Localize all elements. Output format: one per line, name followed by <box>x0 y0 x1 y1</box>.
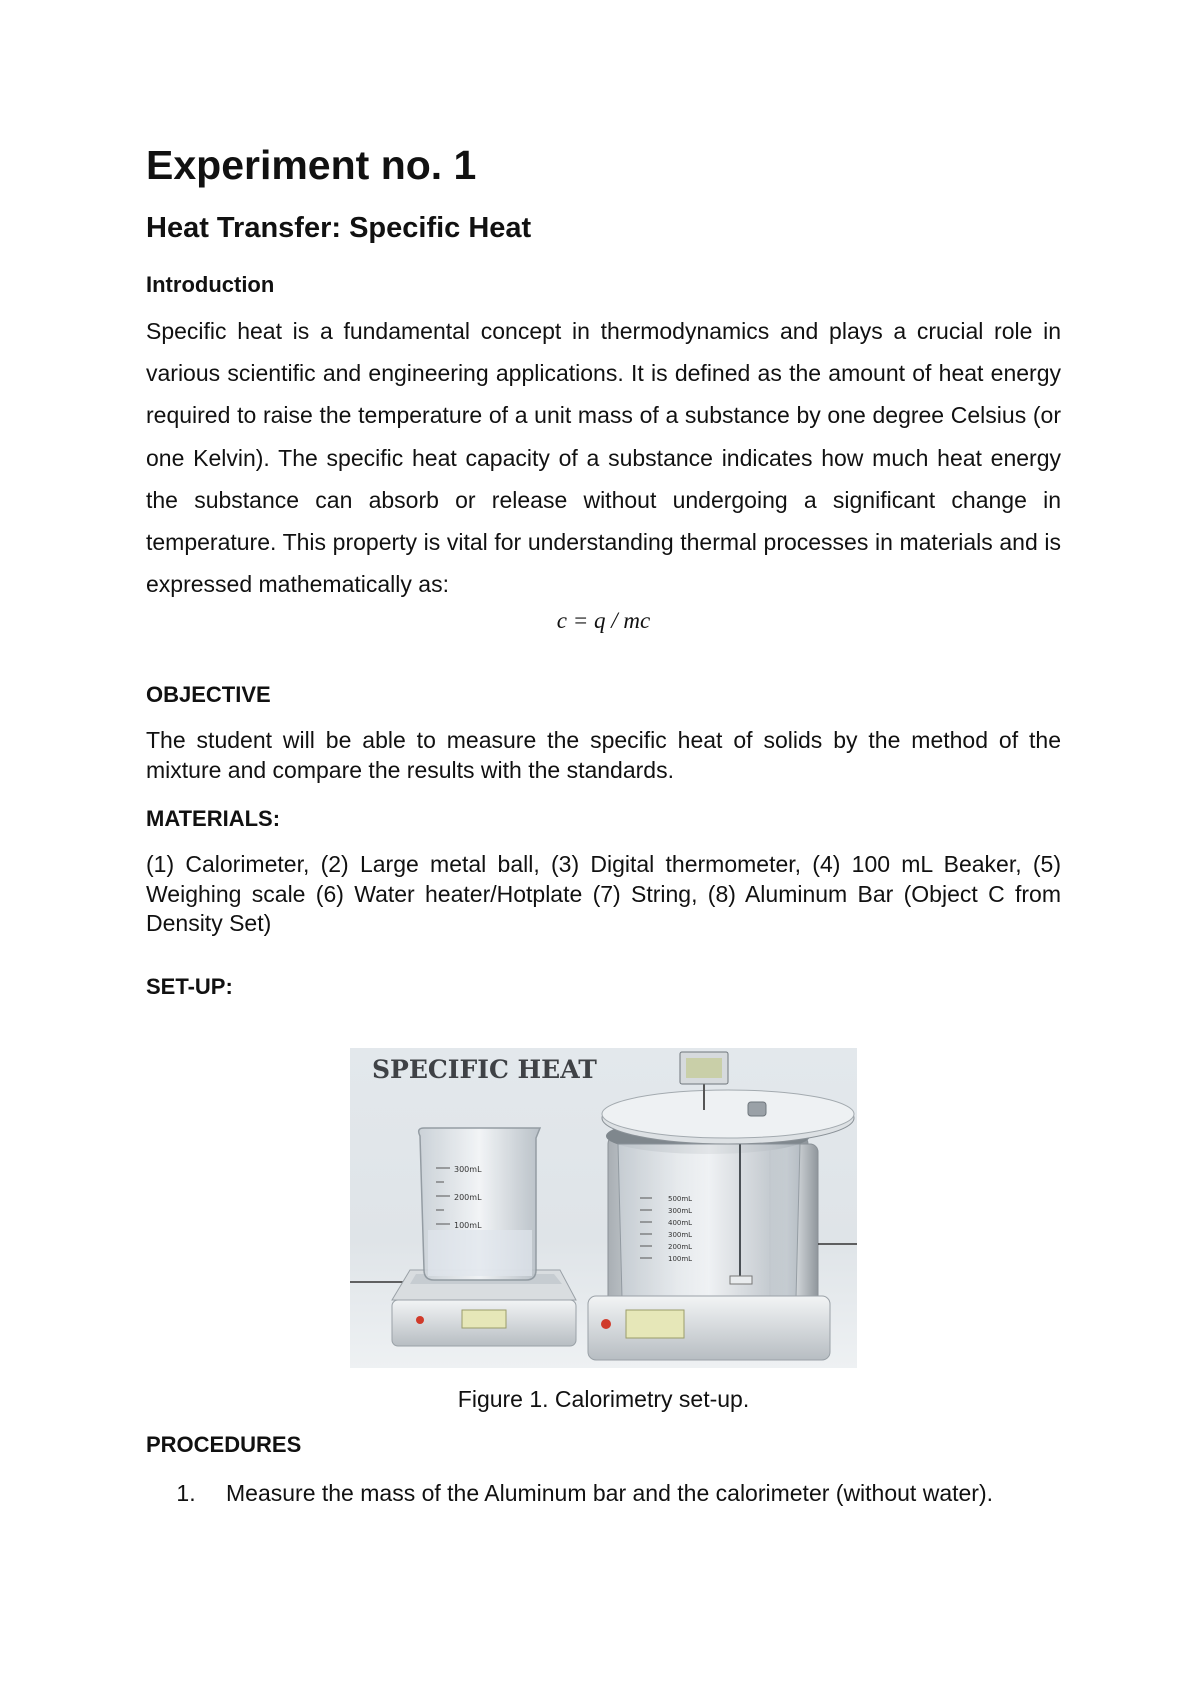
calorimeter-display <box>626 1310 684 1338</box>
beaker-mark-300: 300mL <box>454 1165 482 1174</box>
calorimeter-mark-4: 300mL <box>668 1231 693 1239</box>
figure-caption: Figure 1. Calorimetry set-up. <box>457 1386 750 1412</box>
calorimeter-mark-6: 100mL <box>668 1255 693 1263</box>
introduction-heading: Introduction <box>146 272 275 297</box>
page-subtitle: Heat Transfer: Specific Heat <box>146 212 532 244</box>
beaker-mark-200: 200mL <box>454 1193 482 1202</box>
procedures-heading: PROCEDURES <box>146 1432 302 1457</box>
scale-power-button <box>416 1316 424 1324</box>
list-item <box>146 1480 1061 1507</box>
objective-paragraph: The student will be able to measure the specific heat of solids by the method of the mixture and compare the results with the standards. <box>146 727 1061 783</box>
introduction-paragraph: Specific heat is a fundamental concept in thermodynamics and plays a crucial role in various scientific and engineering applications. It is defined as the amount of heat energy required to raise the temperature of a unit mass of a substance by one degree Celsius (or one Kelvin). The specific heat capacity of a substance indicates how much heat energy the substance can absorb or release without undergoing a significant change in temperature. This property is vital for understanding thermal processes in materials and is expressed mathematically as: <box>146 318 1061 598</box>
setup-heading: SET-UP: <box>146 974 233 999</box>
calorimeter-mark-1: 500mL <box>668 1195 693 1203</box>
page-title: Experiment no. 1 <box>146 142 477 188</box>
beaker <box>419 1128 540 1280</box>
list-item-text: Measure the mass of the Aluminum bar and the calorimeter (without water). <box>226 1480 994 1506</box>
calorimeter-mark-5: 200mL <box>668 1243 693 1251</box>
list-item-number: 1. <box>176 1480 196 1506</box>
specific-heat-formula: c = q / mc <box>556 608 651 633</box>
procedures-list <box>146 1480 1061 1507</box>
beaker-mark-100: 100mL <box>454 1221 482 1230</box>
weighing-scale <box>392 1270 576 1346</box>
calorimeter-mark-2: 300mL <box>668 1207 693 1215</box>
calorimetry-setup-figure <box>350 1048 857 1368</box>
scale-display <box>462 1310 506 1328</box>
calorimeter-power-button <box>601 1319 611 1329</box>
materials-paragraph: (1) Calorimeter, (2) Large metal ball, (3) Digital thermometer, (4) 100 mL Beaker, (5) Weighing scale (6) Water heater/Hotplate (7) String, (8) Aluminum Bar (Object C from Density Set) <box>146 851 1061 936</box>
figure-title: SPECIFIC HEAT <box>372 1055 597 1084</box>
materials-heading: MATERIALS: <box>146 806 281 831</box>
objective-heading: OBJECTIVE <box>146 682 271 707</box>
calorimeter <box>588 1052 854 1360</box>
calorimeter-mark-3: 400mL <box>668 1219 693 1227</box>
